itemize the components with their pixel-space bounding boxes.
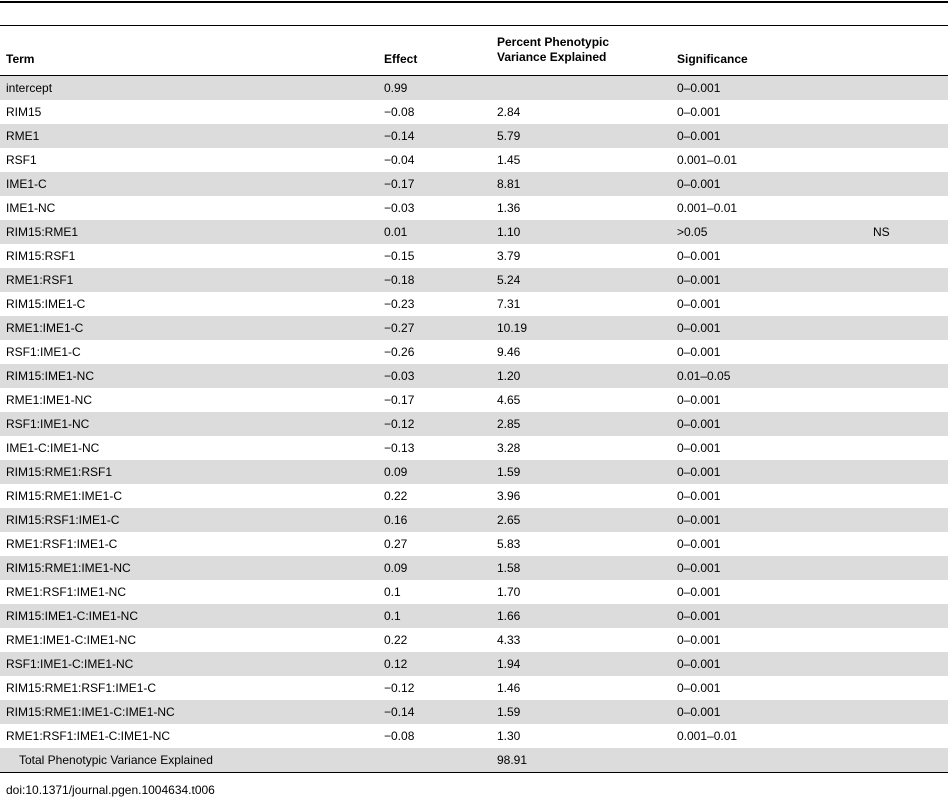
cell-term: RME1 (6, 129, 40, 143)
cell-effect: 0.27 (384, 537, 408, 551)
total-row (0, 748, 948, 772)
table-row (0, 508, 948, 532)
table-row (0, 412, 948, 436)
cell-significance: 0–0.001 (677, 513, 721, 527)
cell-effect: 0.12 (384, 657, 408, 671)
table-row (0, 436, 948, 460)
table-row (0, 700, 948, 724)
cell-pve: 10.19 (497, 321, 528, 335)
cell-significance: 0–0.001 (677, 609, 721, 623)
cell-term: RSF1:IME1-C (6, 345, 81, 359)
cell-term: RSF1 (6, 153, 37, 167)
total-value: 98.91 (497, 753, 528, 767)
cell-significance: 0–0.001 (677, 441, 721, 455)
cell-term: RME1:RSF1:IME1-C (6, 537, 118, 551)
header-significance: Significance (677, 52, 748, 66)
cell-pve: 4.65 (497, 393, 521, 407)
cell-term: RIM15:IME1-C:IME1-NC (6, 609, 139, 623)
cell-term: RIM15:IME1-NC (6, 369, 95, 383)
table-row (0, 76, 948, 100)
cell-significance: 0–0.001 (677, 417, 721, 431)
cell-significance: 0–0.001 (677, 489, 721, 503)
total-label: Total Phenotypic Variance Explained (19, 753, 213, 767)
table-row (0, 172, 948, 196)
cell-effect: −0.13 (384, 441, 415, 455)
cell-pve: 1.70 (497, 585, 521, 599)
table-row (0, 100, 948, 124)
cell-significance: 0–0.001 (677, 345, 721, 359)
cell-effect: −0.03 (384, 369, 415, 383)
cell-pve: 1.30 (497, 729, 521, 743)
cell-pve: 2.65 (497, 513, 521, 527)
cell-significance: 0–0.001 (677, 249, 721, 263)
cell-term: RME1:IME1-NC (6, 393, 93, 407)
cell-effect: 0.22 (384, 489, 408, 503)
cell-term: IME1-C (6, 177, 47, 191)
cell-pve: 1.59 (497, 465, 521, 479)
cell-term: RME1:RSF1:IME1-NC (6, 585, 127, 599)
cell-effect: −0.08 (384, 729, 415, 743)
cell-pve: 3.96 (497, 489, 521, 503)
cell-term: RIM15:RME1:IME1-NC (6, 561, 131, 575)
cell-term: RIM15:RSF1:IME1-C (6, 513, 120, 527)
header-pve-line2: Variance Explained (497, 50, 607, 64)
cell-effect: 0.01 (384, 225, 408, 239)
table-bottom-rule (0, 772, 948, 773)
cell-effect: 0.99 (384, 81, 408, 95)
cell-significance: 0.001–0.01 (677, 201, 738, 215)
cell-term: RSF1:IME1-C:IME1-NC (6, 657, 134, 671)
cell-significance: 0–0.001 (677, 393, 721, 407)
cell-effect: −0.12 (384, 417, 415, 431)
cell-pve: 1.46 (497, 681, 521, 695)
cell-significance: 0.001–0.01 (677, 153, 738, 167)
cell-significance: 0.01–0.05 (677, 369, 731, 383)
table-row (0, 460, 948, 484)
cell-significance: 0–0.001 (677, 81, 721, 95)
header-term: Term (6, 52, 35, 66)
cell-pve: 9.46 (497, 345, 521, 359)
cell-significance: 0.001–0.01 (677, 729, 738, 743)
header-effect: Effect (384, 52, 418, 66)
cell-term: RIM15:IME1-C (6, 297, 86, 311)
cell-effect: −0.15 (384, 249, 415, 263)
table-row (0, 220, 948, 244)
cell-effect: −0.17 (384, 393, 415, 407)
cell-effect: −0.14 (384, 129, 415, 143)
cell-effect: 0.16 (384, 513, 408, 527)
cell-pve: 5.83 (497, 537, 521, 551)
cell-significance: 0–0.001 (677, 321, 721, 335)
header-pve-line1: Percent Phenotypic (497, 35, 610, 49)
table-row (0, 364, 948, 388)
cell-significance: 0–0.001 (677, 537, 721, 551)
cell-significance: 0–0.001 (677, 681, 721, 695)
cell-effect: −0.26 (384, 345, 415, 359)
cell-effect: −0.17 (384, 177, 415, 191)
cell-significance: 0–0.001 (677, 561, 721, 575)
cell-term: RME1:IME1-C:IME1-NC (6, 633, 137, 647)
cell-significance: 0–0.001 (677, 297, 721, 311)
cell-term: RME1:IME1-C (6, 321, 84, 335)
table-row (0, 652, 948, 676)
table-row (0, 628, 948, 652)
table-row (0, 124, 948, 148)
cell-term: RIM15:RSF1 (6, 249, 76, 263)
table-row (0, 292, 948, 316)
cell-effect: −0.12 (384, 681, 415, 695)
table-row (0, 244, 948, 268)
cell-effect: 0.1 (384, 609, 401, 623)
cell-term: RIM15:RME1:IME1-C:IME1-NC (6, 705, 175, 719)
cell-effect: −0.03 (384, 201, 415, 215)
cell-pve: 8.81 (497, 177, 521, 191)
cell-term: IME1-C:IME1-NC (6, 441, 100, 455)
cell-pve: 2.84 (497, 105, 521, 119)
cell-term: intercept (6, 81, 53, 95)
cell-significance: >0.05 (677, 225, 708, 239)
cell-term: RME1:RSF1 (6, 273, 74, 287)
cell-pve: 4.33 (497, 633, 521, 647)
table-row (0, 316, 948, 340)
cell-effect: 0.09 (384, 465, 408, 479)
table-top-rule (0, 1, 948, 3)
table-row (0, 532, 948, 556)
cell-pve: 1.36 (497, 201, 521, 215)
table-row (0, 268, 948, 292)
cell-term: RIM15 (6, 105, 42, 119)
table-row (0, 196, 948, 220)
cell-significance: 0–0.001 (677, 273, 721, 287)
cell-significance: 0–0.001 (677, 177, 721, 191)
cell-pve: 1.10 (497, 225, 521, 239)
table-body (0, 76, 948, 748)
cell-effect: 0.1 (384, 585, 401, 599)
cell-significance: 0–0.001 (677, 105, 721, 119)
cell-effect: −0.23 (384, 297, 415, 311)
table-row (0, 148, 948, 172)
table-row (0, 724, 948, 748)
table-title-rule (0, 25, 948, 26)
table-row (0, 580, 948, 604)
cell-pve: 5.79 (497, 129, 521, 143)
table-header (0, 34, 948, 74)
table-row (0, 556, 948, 580)
cell-term: RIM15:RME1:RSF1:IME1-C (6, 681, 157, 695)
cell-pve: 1.94 (497, 657, 521, 671)
cell-pve: 2.85 (497, 417, 521, 431)
cell-term: RME1:RSF1:IME1-C:IME1-NC (6, 729, 171, 743)
cell-term: RIM15:RME1 (6, 225, 79, 239)
cell-significance: 0–0.001 (677, 585, 721, 599)
cell-effect: 0.22 (384, 633, 408, 647)
doi-caption: doi:10.1371/journal.pgen.1004634.t006 (6, 783, 215, 797)
cell-term: IME1-NC (6, 201, 56, 215)
cell-significance: 0–0.001 (677, 657, 721, 671)
cell-effect: −0.14 (384, 705, 415, 719)
cell-pve: 1.58 (497, 561, 521, 575)
table-row (0, 340, 948, 364)
cell-pve: 1.66 (497, 609, 521, 623)
cell-effect: −0.08 (384, 105, 415, 119)
cell-pve: 3.28 (497, 441, 521, 455)
cell-significance: 0–0.001 (677, 129, 721, 143)
cell-significance: 0–0.001 (677, 705, 721, 719)
table-row (0, 388, 948, 412)
cell-term: RSF1:IME1-NC (6, 417, 90, 431)
cell-term: RIM15:RME1:IME1-C (6, 489, 123, 503)
table-row (0, 676, 948, 700)
header-pve (497, 35, 667, 65)
cell-pve: 1.45 (497, 153, 521, 167)
cell-effect: −0.27 (384, 321, 415, 335)
cell-pve: 1.20 (497, 369, 521, 383)
cell-significance: 0–0.001 (677, 633, 721, 647)
table-row (0, 604, 948, 628)
cell-effect: −0.18 (384, 273, 415, 287)
cell-effect: 0.09 (384, 561, 408, 575)
cell-effect: −0.04 (384, 153, 415, 167)
cell-significance: 0–0.001 (677, 465, 721, 479)
cell-pve: 3.79 (497, 249, 521, 263)
cell-note: NS (873, 225, 890, 239)
cell-pve: 5.24 (497, 273, 521, 287)
cell-pve: 7.31 (497, 297, 521, 311)
cell-pve: 1.59 (497, 705, 521, 719)
cell-term: RIM15:RME1:RSF1 (6, 465, 113, 479)
table-row (0, 484, 948, 508)
